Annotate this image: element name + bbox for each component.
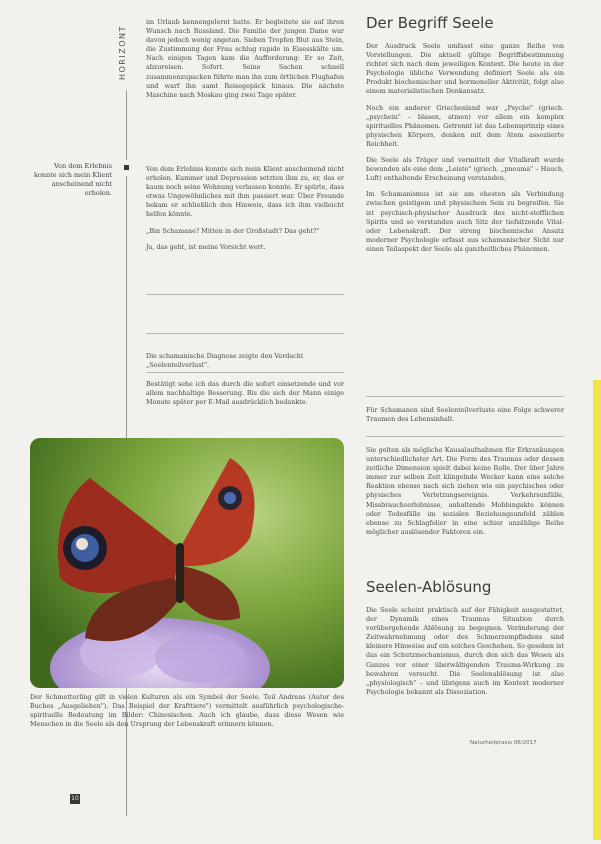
highlight-text: Für Schamanen sind Seelenteilverluste eine Folge schwerer Traumen des Lebensinhalt. bbox=[366, 406, 564, 424]
quote-answer: Ja, das geht, ist meine Vorsicht wert. bbox=[146, 242, 266, 251]
divider-line bbox=[126, 90, 127, 160]
heading-seelen-abloesung: Seelen-Ablösung bbox=[366, 578, 492, 596]
bullet-marker bbox=[124, 165, 129, 170]
paragraph: Von dem Erlebnis konnte sich mein Klient anscheinend nicht erholen. Kummer und Depression setzten ihm zu, er, das er kaum noch seine Wohnung verlassen konnte. Er spürte, dass etwas Ungewöhnliches mit ihm passiert war. Über Freunde bekam er schließlich den Hinweis, dass ich ihm vielleicht helfen könnte. bbox=[146, 165, 344, 219]
highlight-box bbox=[366, 406, 564, 431]
side-note: Von dem Erlebnis konnte sich mein Klient anscheinend nicht erholen. bbox=[33, 162, 112, 197]
divider-rule bbox=[146, 294, 344, 295]
paragraph: Die Seele scheint praktisch auf der Fähigkeit ausgestattet, der Dynamik eines Traumas Situation durch vorübergehende Ablösung zu begegnen. Veränderung der Zeitwahrnehmung oder des Schmerzempfindens sind kleinere Hinweise auf ein solches Geschehen. So gesehen ist das ein Schutzmechanismus, durch den sich das Wesen als Ganzes vor einer überwältigenden Trauma-Wirkung zu bewahren versucht. Die Seelenablösung ist also „physiologisch" – und übrigens auch im Kontext moderner Psychologie bekannt als Dissoziation. bbox=[366, 606, 564, 696]
butterfly-photo bbox=[30, 438, 344, 688]
section-label: HORIZONT bbox=[118, 25, 127, 81]
footer-issue: Naturheilpraxis 06/2017 bbox=[470, 740, 537, 746]
highlight-box: Die schamanische Diagnose zeigte den Verdacht „Seelenteilverlust". bbox=[146, 352, 304, 369]
butterfly-image bbox=[30, 438, 344, 688]
page-edge bbox=[593, 380, 601, 840]
middle-column-top bbox=[146, 18, 344, 107]
photo-caption: Der Schmetterling gilt in vielen Kulturen als ein Symbol der Seele. Teil Andreas (Autor des Buches „Ausgeliehen"). Das Beispiel der Krafttiere") vermittelt ausführlich psychologische-spirituelle Bedeutung im Bilder: Chinesischen. Auch ich glaube, dass diese Wesen wie Menschen in die Seele als den Ursprung der Lebenskraft erinnern können. bbox=[30, 693, 344, 728]
paragraph: im Urlaub kennengelernt hatte. Er begleitete sie auf ihren Wunsch nach Russland. Die Familie der jungen Dame war davon jedoch wenig angetan. Sieben Tropfen Blut aus Stein, die Zustimmung der Frau schlug rapide in Eisesskälte um. Nach einigen Tagen kam die Aufforderung: Er so Zeit, abzureisen. Sofort. Seine Sachen schnell zusammenzupacken führte man ihn zum örtlichen Flughafen und warf ihn samt Reisegepäck hinaus. Die nächste Maschine nach Moskau ging zwei Tage später. bbox=[146, 18, 344, 99]
right-column-middle bbox=[366, 446, 564, 544]
heading-begriff-seele: Der Begriff Seele bbox=[366, 14, 494, 32]
divider-rule bbox=[366, 436, 564, 437]
quote: „Bin Schamane? Mitten in der Großstadt? Das geht?" bbox=[146, 226, 320, 235]
paragraph: Die Seele als Träger und vermittelt der Vitalkraft wurde bewunden als eine dem „Leiste" (griech. „pneuma" – Hauch, Luft) enthaltende Erscheinung verstanden. bbox=[366, 156, 564, 183]
paragraph: Im Schamanismus ist sie am ehesten als Verbindung zwischen geistigem und physischem Sein zu begreifen. Sie ist psychisch-physischer Ausdruck des nicht-stofflichen Spirits und so verstanden auch Sitz der tiefsitzende Vital- oder Lebenskraft. Der streng biochemische Ansatz moderner Psychologie erfasst aus schamanischer Sicht nur einen Teilaspekt der Seele als ganzheitliches Phänomen. bbox=[366, 190, 564, 253]
divider-rule bbox=[366, 396, 564, 397]
paragraph: Bestätigt sehe ich das durch die sofort einsetzende und vor allem nachhaltige Besserung. Bis die sich der Mann einige Monate später per E-Mail ausdrücklich bedankte. bbox=[146, 380, 344, 407]
divider-rule bbox=[146, 372, 344, 373]
paragraph: Der Ausdruck Seele umfasst eine ganze Reihe von Vorstellungen. Die aktuell gültige Begriffsbestimmung richtet sich nach dem jeweiligen Kontext. Die heute in der Psychologie übliche Verwendung definiert Seele als ein Produkt biochemischer und hormoneller Aktivität, folgt also einem materialistischen Denkansatz. bbox=[366, 42, 564, 96]
page-number: 10 bbox=[71, 795, 79, 802]
right-column-top bbox=[366, 42, 564, 261]
middle-column-bottom bbox=[146, 380, 344, 414]
paragraph: Noch ein anderer Griechenland war „Psyche" (griech. „psychein" – blasen, atmen) vor allem ein komplex spirituelles Phänomen. Getrennt ist das Lebensprinzip eines physischen Körpers, denken mit dem Atem assoziierte Reichheit. bbox=[366, 103, 564, 148]
right-column-bottom bbox=[366, 606, 564, 704]
middle-column-body bbox=[146, 165, 344, 259]
divider-rule bbox=[146, 333, 344, 334]
paragraph: Sie gelten als mögliche Kausalaufnahmen für Erkrankungen unterschiedlichster Art. Die Form des Traumas oder dessen zeitliche Dimension spielt dabei keine Rolle. Der über Jahre immer zur selben Zeit klingelnde Wecker kann eine solche Reaktion ebenso nach sich ziehen wie ein psychisches oder physisches Verletzungsereignis. Verkehrsunfälle, Missbrauchserlebnisse, anhaltende Mobbingakte können oder Todesfälle im sozialen Beziehungsumfeld zählen ebenso zu Schlagfolier in eine schier unzählige Reihe möglicher auslösender Faktoren ein. bbox=[366, 446, 564, 536]
